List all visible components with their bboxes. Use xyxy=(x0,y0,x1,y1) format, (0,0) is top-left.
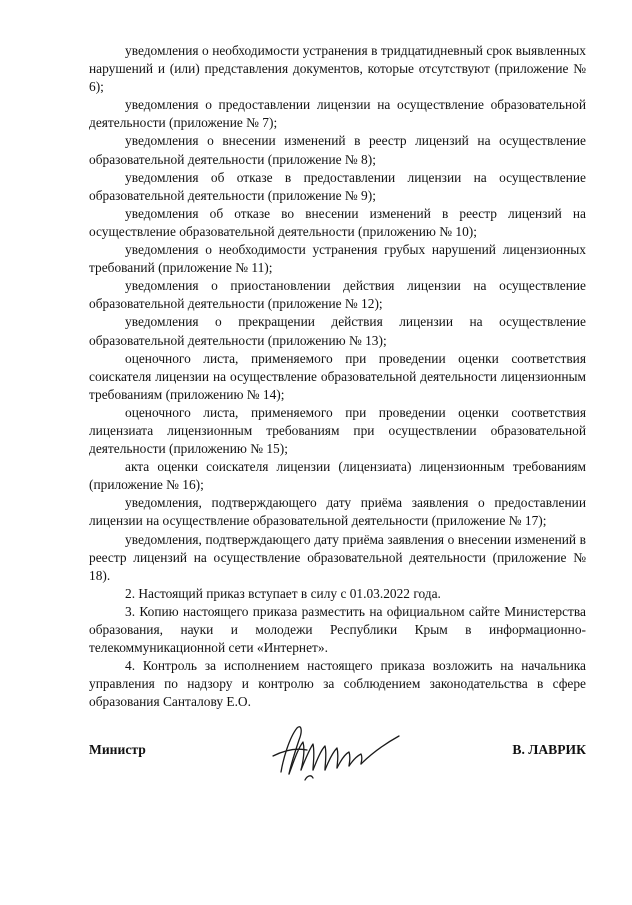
paragraph-appendix-10: уведомления об отказе во внесении изменений в реестр лицензий на осуществление образовательной деятельности (приложению № 10); xyxy=(89,205,586,239)
signer-name: В. ЛАВРИК xyxy=(512,742,586,757)
paragraph-appendix-11: уведомления о необходимости устранения грубых нарушений лицензионных требований (приложение № 11); xyxy=(89,242,586,276)
paragraph-appendix-17: уведомления, подтверждающего дату приёма заявления о предоставлении лицензии на осуществление образовательной деятельности (приложение № 17); xyxy=(89,495,586,529)
paragraph-appendix-18: уведомления, подтверждающего дату приёма заявления о внесении изменений в реестр лицензий на осуществление образовательной деятельности (приложение № 18). xyxy=(89,531,586,583)
paragraph-appendix-15: оценочного листа, применяемого при проведении оценки соответствия лицензиата лицензионным требованиям при осуществлении образовательной деятельности (приложению № 15); xyxy=(89,404,586,457)
clause-effective-date: 2. Настоящий приказ вступает в силу с 01.03.2022 года. xyxy=(125,585,441,601)
signature-block xyxy=(89,720,586,790)
paragraph-appendix-13: уведомления о прекращении действия лицензии на осуществление образовательной деятельности (приложению № 13); xyxy=(89,314,586,348)
paragraph-appendix-8: уведомления о внесении изменений в реестр лицензий на осуществление образовательной деятельности (приложение № 8); xyxy=(89,133,586,167)
order-body xyxy=(89,42,586,711)
clause-control: 4. Контроль за исполнением настоящего приказа возложить на начальника управления по надзору и контролю за соблюдением законодательства в сфере образования Санталову Е.О. xyxy=(89,658,586,710)
paragraph-appendix-14: оценочного листа, применяемого при проведении оценки соответствия соискателя лицензии на осуществление образовательной деятельности лицензионным требованиям (приложению № 14); xyxy=(89,350,586,402)
handwritten-signature xyxy=(267,720,407,786)
paragraph-appendix-6: уведомления о необходимости устранения в тридцатидневный срок выявленных нарушений и (или) представления документов, которые отсутствуют (приложение № 6); xyxy=(89,43,586,95)
paragraph-appendix-7: уведомления о предоставлении лицензии на осуществление образовательной деятельности (приложение № 7); xyxy=(89,97,586,131)
clause-publication: 3. Копию настоящего приказа разместить на официальном сайте Министерства образования, науки и молодежи Республики Крым в информационно-телекоммуникационной сети «Интернет». xyxy=(89,603,586,656)
paragraph-appendix-9: уведомления об отказе в предоставлении лицензии на осуществление образовательной деятельности (приложение № 9); xyxy=(89,169,586,203)
signer-title: Министр xyxy=(89,742,146,757)
paragraph-appendix-16: акта оценки соискателя лицензии (лицензиата) лицензионным требованиям (приложение № 16); xyxy=(89,459,586,493)
paragraph-appendix-12: уведомления о приостановлении действия лицензии на осуществление образовательной деятельности (приложение № 12); xyxy=(89,278,586,312)
